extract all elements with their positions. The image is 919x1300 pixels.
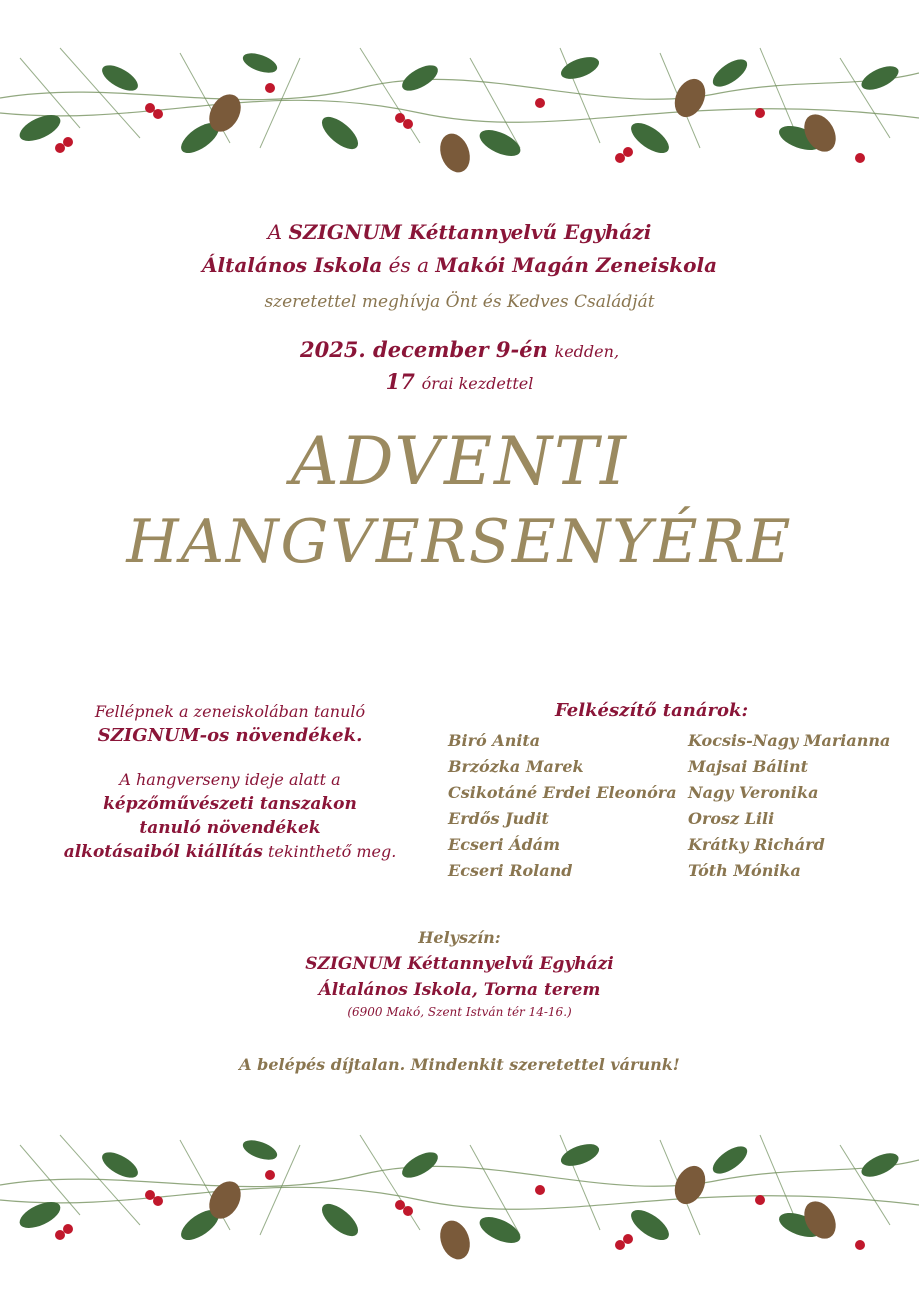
teachers-col-1 <box>448 728 677 884</box>
teacher-name: Csikotáné Erdei Eleonóra <box>448 783 677 802</box>
exhibit-bold: alkotásaiból kiállítás <box>63 842 263 862</box>
title-line-2: HANGVERSENYÉRE <box>126 507 793 577</box>
teacher-name: Ecseri Roland <box>448 861 573 880</box>
teacher-name: Krátky Richárd <box>688 835 825 854</box>
time-bold: 17 <box>385 369 415 394</box>
exhibit-rest: tekinthető meg. <box>267 842 397 861</box>
teacher-name: Biró Anita <box>448 731 541 750</box>
teachers-heading: Felkészítő tanárok: <box>555 700 749 721</box>
teacher-name: Brzózka Marek <box>448 757 584 776</box>
conjunction: és a <box>388 253 430 277</box>
event-date <box>0 337 919 362</box>
exhibit-line-1: A hangverseny ideje alatt a <box>119 770 341 789</box>
teacher-name: Erdős Judit <box>448 809 549 828</box>
school-name-2: Általános Iskola <box>201 253 383 277</box>
date-bold: 2025. december 9-én <box>299 337 548 362</box>
event-time <box>0 369 919 394</box>
teacher-name: Tóth Mónika <box>688 861 801 880</box>
school-name: SZIGNUM Kéttannyelvű Egyházi <box>288 220 652 244</box>
header-line-1 <box>0 220 919 244</box>
invite-text: szeretettel meghívja Önt és Kedves Családját <box>264 292 655 312</box>
header-line-2 <box>0 253 919 277</box>
teachers-col-2 <box>688 728 890 884</box>
date-day: kedden, <box>554 342 620 361</box>
event-title <box>0 422 919 582</box>
teacher-name: Orosz Lili <box>688 809 775 828</box>
venue-name-1: SZIGNUM Kéttannyelvű Egyházi <box>305 954 614 974</box>
exhibit-line-2: képzőművészeti tanszakon <box>103 794 357 814</box>
venue-block <box>0 925 919 1021</box>
performers-line-1: Fellépnek a zeneiskolában tanuló <box>94 702 366 721</box>
header-prefix: A <box>267 220 283 244</box>
exhibit-line-3: tanuló növendékek <box>139 818 321 838</box>
holly-garland-top <box>0 18 919 198</box>
performers-line-2: SZIGNUM-os növendékek. <box>97 725 363 746</box>
music-school-name: Makói Magán Zeneiskola <box>435 253 718 277</box>
performers-block <box>40 700 420 864</box>
exhibit-line-4 <box>40 840 420 864</box>
teacher-name: Majsai Bálint <box>688 757 808 776</box>
venue-label: Helyszín: <box>418 928 501 947</box>
teacher-name: Kocsis-Nagy Marianna <box>688 731 891 750</box>
holly-garland-bottom <box>0 1105 919 1285</box>
entry-note: A belépés díjtalan. Mindenkit szeretettel várunk! <box>239 1055 680 1074</box>
title-line-1: ADVENTI <box>290 423 629 500</box>
teacher-name: Nagy Veronika <box>688 783 819 802</box>
time-rest: órai kezdettel <box>421 374 534 393</box>
teacher-name: Ecseri Ádám <box>448 835 561 854</box>
venue-name-2: Általános Iskola, Torna terem <box>318 980 601 1000</box>
venue-address: (6900 Makó, Szent István tér 14-16.) <box>347 1005 572 1019</box>
